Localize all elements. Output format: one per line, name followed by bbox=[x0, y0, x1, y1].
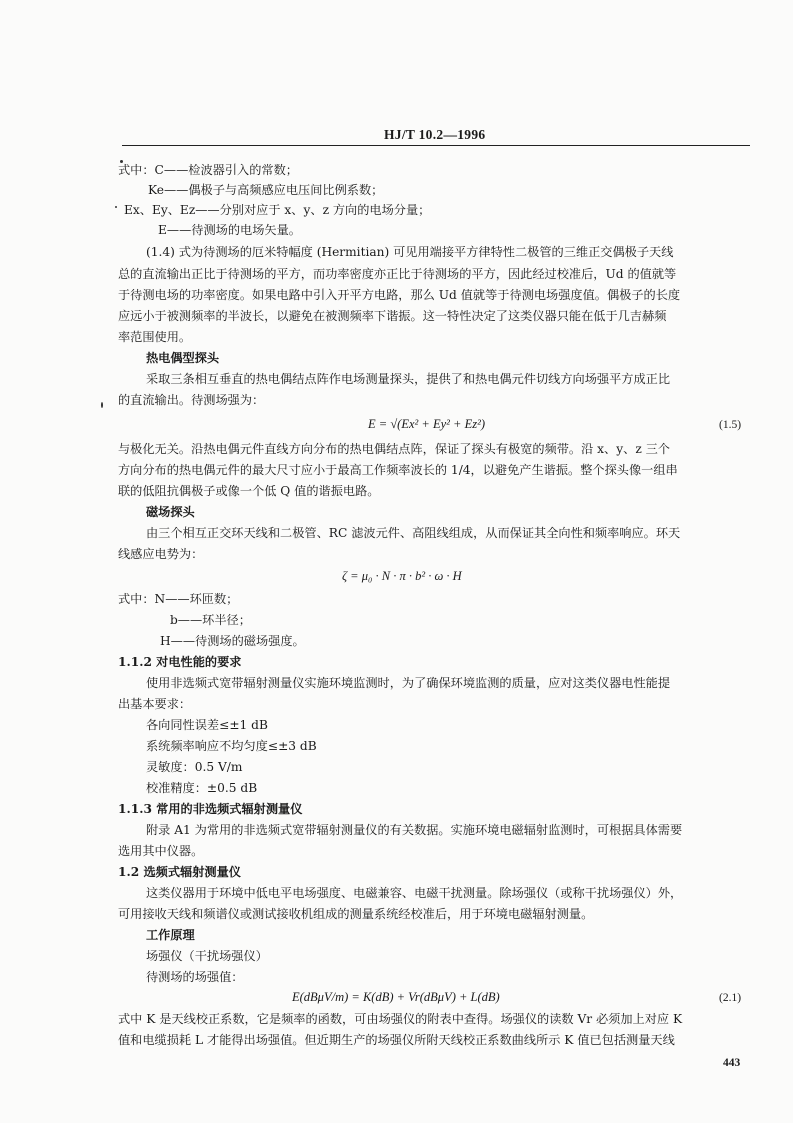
paragraph-line: 线感应电势为： bbox=[118, 547, 204, 561]
paragraph-line: 与极化无关。沿热电偶元件直线方向分布的热电偶结点阵，保证了探头有极宽的频带。沿 x、y、z 三个 bbox=[118, 442, 670, 456]
section-heading: 1.1.3 常用的非选频式辐射测量仪 bbox=[118, 802, 303, 816]
paragraph-line: 式中 K 是天线校正系数，它是频率的函数，可由场强仪的附表中查得。场强仪的读数 Vr 必须加上对应 K bbox=[118, 1012, 683, 1026]
paragraph-line: 附录 A1 为常用的非选频式宽带辐射测量仪的有关数据。实施环境电磁辐射监测时，可根据具体需要 bbox=[146, 823, 683, 837]
paragraph-line: 可用接收天线和频谱仪或测试接收机组成的测量系统经校准后，用于环境电磁辐射测量。 bbox=[118, 907, 594, 921]
page-number: 443 bbox=[723, 1057, 741, 1069]
subheading: 工作原理 bbox=[146, 928, 195, 942]
text-line: 式中：N——环匝数； bbox=[118, 592, 239, 606]
subheading: 场强仪（干扰场强仪） bbox=[146, 949, 268, 963]
equation: ζ = μ₀ · N · π · b² · ω · H bbox=[342, 569, 462, 583]
paragraph-line: 选用其中仪器。 bbox=[118, 844, 204, 858]
paragraph-line: 这类仪器用于环境中低电平电场强度、电磁兼容、电磁干扰测量。除场强仪（或称干扰场强仪）外， bbox=[146, 886, 683, 900]
equation-number: (1.5) bbox=[719, 419, 742, 431]
text-line: b——环半径； bbox=[170, 613, 251, 627]
section-heading: 1.1.2 对电性能的要求 bbox=[118, 655, 242, 669]
text-line: H——待测场的磁场强度。 bbox=[160, 634, 305, 648]
text-line: Ex、Ey、Ez——分别对应于 x、y、z 方向的电场分量； bbox=[124, 203, 431, 217]
text-line: Ke——偶极子与高频感应电压间比例系数； bbox=[148, 183, 384, 197]
text-line: 待测场的场强值： bbox=[146, 970, 244, 984]
subheading: 热电偶型探头 bbox=[146, 351, 220, 365]
paragraph-line: 值和电缆损耗 L 才能得出场强值。但近期生产的场强仪所附天线校正系数曲线所示 K 值已包括测量天线 bbox=[118, 1033, 675, 1047]
scan-speck bbox=[115, 206, 117, 208]
spec-item: 灵敏度：0.5 V/m bbox=[146, 760, 243, 774]
paragraph-line: 由三个相互正交环天线和二极管、RC 滤波元件、高阻线组成，从而保证其全向性和频率响应。环天 bbox=[146, 526, 681, 540]
equation-number: (2.1) bbox=[719, 992, 742, 1004]
paragraph-line: 率范围使用。 bbox=[118, 330, 192, 344]
paragraph-line: 联的低阻抗偶极子或像一个低 Q 值的谐振电路。 bbox=[118, 484, 380, 498]
subheading: 磁场探头 bbox=[146, 505, 195, 519]
header-rule bbox=[122, 145, 750, 146]
spec-item: 系统频率响应不均匀度≤±3 dB bbox=[146, 739, 317, 753]
paragraph-line: 总的直流输出正比于待测场的平方，而功率密度亦正比于待测场的平方，因此经过校准后，Ud 的值就等 bbox=[118, 267, 677, 281]
scan-speck bbox=[101, 402, 103, 408]
paragraph-line: (1.4) 式为待测场的厄米特幅度 (Hermitian) 可见用端接平方律特性二极管的三维正交偶极子天线 bbox=[146, 245, 674, 259]
spec-item: 各向同性误差≤±1 dB bbox=[146, 718, 268, 732]
spec-item: 校准精度：±0.5 dB bbox=[146, 781, 258, 795]
standard-code-header: HJ/T 10.2—1996 bbox=[384, 127, 486, 142]
text-line: E——待测场的电场矢量。 bbox=[158, 223, 301, 237]
equation: E(dBμV/m) = K(dB) + Vr(dBμV) + L(dB) bbox=[292, 990, 500, 1004]
paragraph-line: 方向分布的热电偶元件的最大尺寸应小于最高工作频率波长的 1/4，以避免产生谐振。整个探头像一组串 bbox=[118, 463, 678, 477]
paragraph-line: 于待测电场的功率密度。如果电路中引入开平方电路，那么 Ud 值就等于待测电场强度值。偶极子的长度 bbox=[118, 288, 681, 302]
equation: E = √(Ex² + Ey² + Ez²) bbox=[368, 417, 485, 431]
paragraph-line: 的直流输出。待测场强为： bbox=[118, 393, 265, 407]
text-line: 式中：C——检波器引入的常数； bbox=[118, 163, 298, 177]
paragraph-line: 出基本要求： bbox=[118, 697, 192, 711]
section-heading: 1.2 选频式辐射测量仪 bbox=[118, 865, 241, 879]
paragraph-line: 使用非选频式宽带辐射测量仪实施环境监测时，为了确保环境监测的质量，应对这类仪器电性能提 bbox=[146, 676, 671, 690]
paragraph-line: 采取三条相互垂直的热电偶结点阵作电场测量探头，提供了和热电偶元件切线方向场强平方成正比 bbox=[146, 372, 671, 386]
paragraph-line: 应远小于被测频率的半波长，以避免在被测频率下谐振。这一特性决定了这类仪器只能在低于几吉赫频 bbox=[118, 309, 667, 323]
